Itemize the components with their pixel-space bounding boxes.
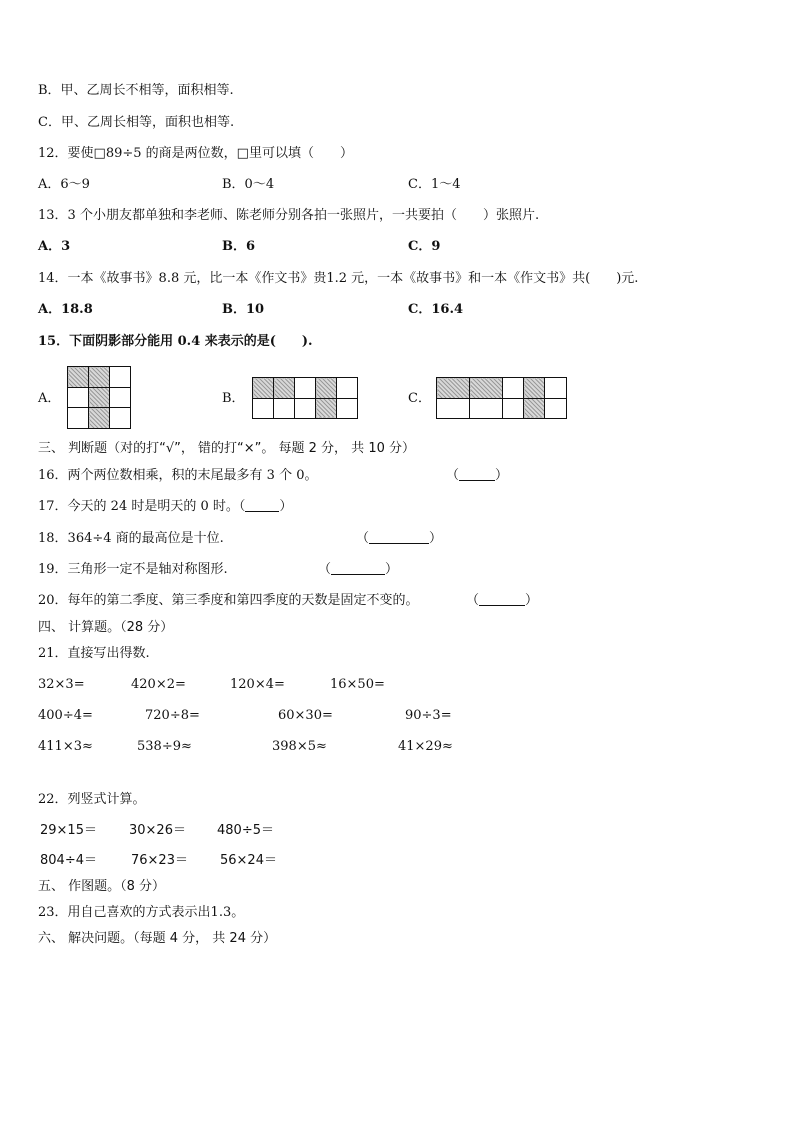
q13-option-a: A．3 bbox=[38, 239, 71, 254]
q21-item: 400÷4= bbox=[38, 708, 93, 723]
q22-question: 22．列竖式计算。 bbox=[38, 792, 146, 807]
q22-item: 29×15＝ bbox=[40, 823, 97, 838]
q18-question: 18．364÷4 商的最高位是十位. bbox=[38, 531, 224, 546]
q21-item: 41×29≈ bbox=[398, 739, 453, 754]
q12-question: 12．要使□89÷5 的商是两位数，□里可以填（ ） bbox=[38, 146, 353, 161]
q15-grid-c bbox=[436, 377, 567, 419]
q12-option-a: A．6～9 bbox=[38, 177, 90, 192]
q19-question: 19．三角形一定不是轴对称图形. bbox=[38, 562, 228, 577]
q14-option-b: B．10 bbox=[222, 302, 265, 317]
q11-option-c: C．甲、乙周长相等，面积也相等. bbox=[38, 115, 235, 130]
q23-question: 23．用自己喜欢的方式表示出1.3。 bbox=[38, 905, 245, 920]
q21-item: 90÷3= bbox=[405, 708, 452, 723]
q15-option-a-label: A． bbox=[38, 391, 61, 406]
section-3-title: 三、 判断题（对的打“√”， 错的打“×”。 每题 2 分， 共 10 分） bbox=[38, 441, 415, 456]
q16-question: 16．两个两位数相乘，积的末尾最多有 3 个 0。 bbox=[38, 468, 318, 483]
q14-option-c: C．16.4 bbox=[408, 302, 464, 317]
section-4-title: 四、 计算题。（28 分） bbox=[38, 620, 174, 635]
q12-option-c: C．1～4 bbox=[408, 177, 461, 192]
q17-question: 17．今天的 24 时是明天的 0 时。（ ） bbox=[38, 499, 293, 514]
q15-option-b-label: B． bbox=[222, 391, 245, 406]
q12-option-b: B．0～4 bbox=[222, 177, 275, 192]
q21-item: 538÷9≈ bbox=[137, 739, 192, 754]
q21-item: 420×2= bbox=[131, 677, 186, 692]
q15-question: 15．下面阴影部分能用 0.4 来表示的是( ). bbox=[38, 334, 313, 349]
q21-item: 411×3≈ bbox=[38, 739, 93, 754]
q21-item: 32×3= bbox=[38, 677, 85, 692]
q14-option-a: A．18.8 bbox=[38, 302, 93, 317]
q20-answer-blank[interactable]: （ ） bbox=[466, 593, 539, 608]
q21-item: 120×4= bbox=[230, 677, 285, 692]
q21-item: 60×30= bbox=[278, 708, 333, 723]
q22-item: 30×26＝ bbox=[129, 823, 186, 838]
q17-answer-blank[interactable] bbox=[245, 499, 279, 512]
q19-answer-blank[interactable]: （ ） bbox=[318, 562, 399, 577]
q16-answer-blank[interactable]: （ ） bbox=[446, 468, 509, 483]
q15-grid-a bbox=[67, 366, 131, 429]
q22-item: 480÷5＝ bbox=[217, 823, 274, 838]
q11-option-b: B．甲、乙周长不相等，面积相等. bbox=[38, 83, 234, 98]
q15-grid-b bbox=[252, 377, 358, 419]
q21-item: 16×50= bbox=[330, 677, 385, 692]
q22-item: 56×24＝ bbox=[220, 853, 277, 868]
q22-item: 804÷4＝ bbox=[40, 853, 97, 868]
q13-option-b: B．6 bbox=[222, 239, 256, 254]
q14-question: 14．一本《故事书》8.8 元，比一本《作文书》贵1.2 元，一本《故事书》和一本《作文书》共( )元. bbox=[38, 271, 639, 286]
q22-item: 76×23＝ bbox=[131, 853, 188, 868]
q21-item: 720÷8= bbox=[145, 708, 200, 723]
q20-question: 20．每年的第二季度、第三季度和第四季度的天数是固定不变的。 bbox=[38, 593, 419, 608]
q21-question: 21．直接写出得数. bbox=[38, 646, 150, 661]
section-5-title: 五、 作图题。（8 分） bbox=[38, 879, 166, 894]
section-6-title: 六、 解决问题。（每题 4 分， 共 24 分） bbox=[38, 931, 277, 946]
q13-question: 13．3 个小朋友都单独和李老师、陈老师分别各拍一张照片，一共要拍（ ）张照片. bbox=[38, 208, 540, 223]
q15-option-c-label: C． bbox=[408, 391, 431, 406]
q13-option-c: C．9 bbox=[408, 239, 441, 254]
q21-item: 398×5≈ bbox=[272, 739, 327, 754]
q18-answer-blank[interactable]: （ ） bbox=[356, 531, 443, 546]
